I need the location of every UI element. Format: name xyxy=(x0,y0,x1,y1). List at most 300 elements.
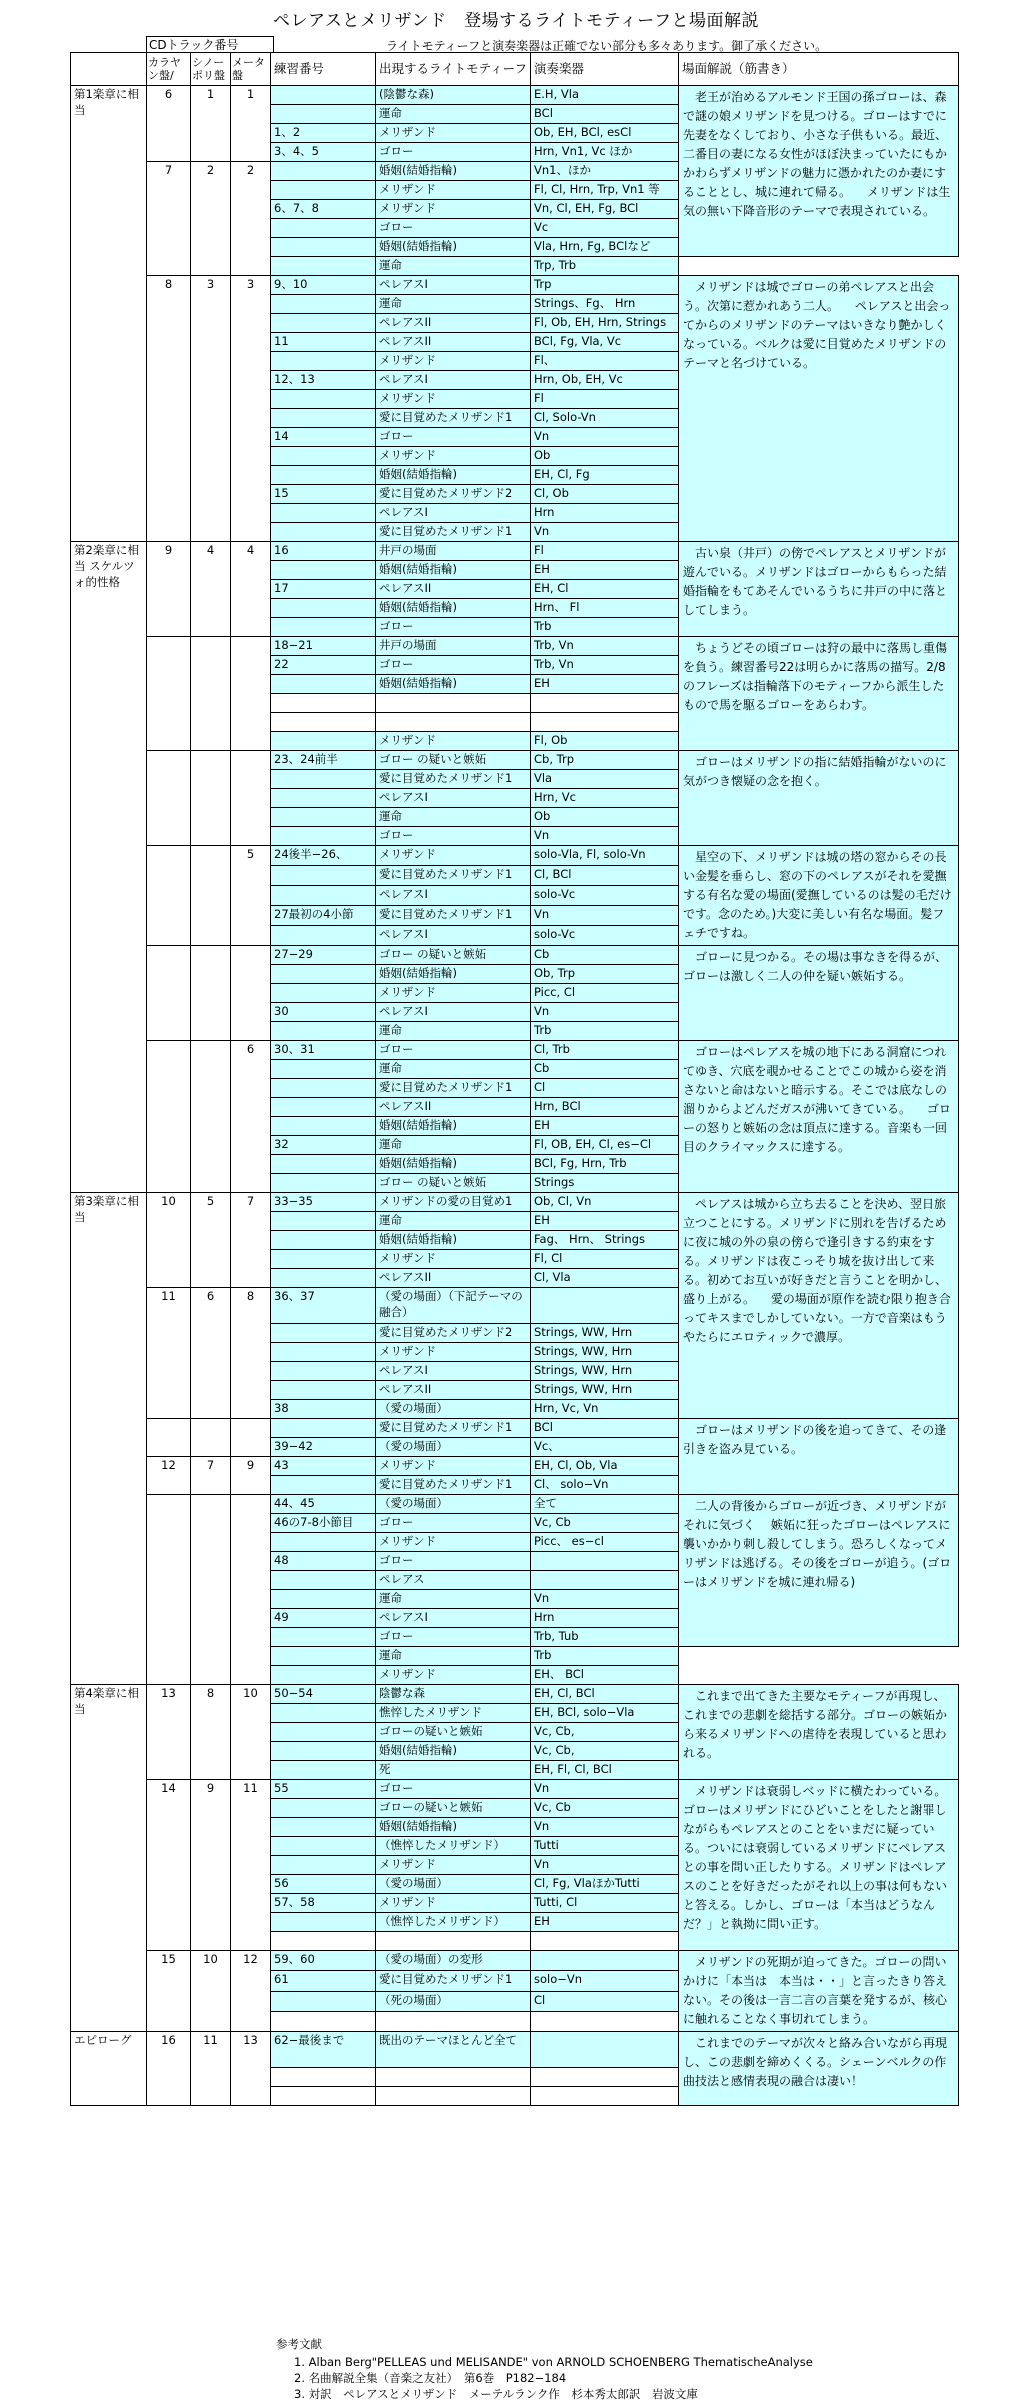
table-row xyxy=(71,1780,959,1799)
instrument-cell: Trp xyxy=(531,276,679,295)
motif-cell: ゴロー xyxy=(376,1552,531,1571)
motif-cell: ゴロー の疑いと嫉妬 xyxy=(376,751,531,770)
instrument-cell: EH xyxy=(531,561,679,580)
scene-description: 星空の下、メリザンドは城の塔の窓からその長い金髪を垂らし、窓の下のペレアスがそれを愛撫する有名な愛の場面(愛撫しているのは髪の毛だけです。念のため。)大変に美しい有名な場面。髪フェチですね。 xyxy=(679,846,959,946)
instrument-cell: Ob xyxy=(531,808,679,827)
sinopoli-track: 10 xyxy=(191,1951,231,2032)
sinopoli-track xyxy=(191,1495,231,1685)
rehearsal-cell: 30、31 xyxy=(271,1041,376,1060)
instrument-cell xyxy=(531,2011,679,2031)
instrument-cell: EH, Fl, Cl, BCl xyxy=(531,1761,679,1780)
mehta-track: 4 xyxy=(231,542,271,637)
rehearsal-cell xyxy=(271,105,376,124)
rehearsal-cell: 11 xyxy=(271,333,376,352)
rehearsal-cell: 61 xyxy=(271,1971,376,1991)
rehearsal-cell xyxy=(271,1079,376,1098)
rehearsal-cell: 36、37 xyxy=(271,1288,376,1324)
sinopoli-track: 3 xyxy=(191,276,231,542)
instrument-cell: Hrn, Vc, Vn xyxy=(531,1400,679,1419)
rehearsal-cell: 9、10 xyxy=(271,276,376,295)
rehearsal-cell xyxy=(271,789,376,808)
instrument-cell: Hrn xyxy=(531,504,679,523)
instrument-cell: Vn xyxy=(531,1856,679,1875)
instrument-cell: Vc, Cb xyxy=(531,1799,679,1818)
table-row xyxy=(71,542,959,561)
rehearsal-cell xyxy=(271,732,376,751)
rehearsal-cell: 14 xyxy=(271,428,376,447)
karajan-track xyxy=(147,846,191,946)
rehearsal-cell xyxy=(271,1476,376,1495)
rehearsal-cell: 33−35 xyxy=(271,1193,376,1212)
rehearsal-cell xyxy=(271,1155,376,1174)
motif-cell: 婚姻(結婚指輪) xyxy=(376,1818,531,1837)
karajan-track xyxy=(147,1041,191,1193)
table-row xyxy=(71,637,959,656)
rehearsal-cell: 22 xyxy=(271,656,376,675)
rehearsal-cell xyxy=(271,2068,376,2087)
motif-cell: メリザンド xyxy=(376,984,531,1003)
instrument-cell: Fl, Ob, EH, Hrn, Strings xyxy=(531,314,679,333)
rehearsal-cell xyxy=(271,984,376,1003)
karajan-track: 8 xyxy=(147,276,191,542)
rehearsal-cell xyxy=(271,257,376,276)
motif-cell: メリザンド xyxy=(376,1250,531,1269)
reference-item: 2. 名曲解説全集（音楽之友社） 第6巻 P182−184 xyxy=(294,2371,567,2385)
scene-description: 老王が治めるアルモンド王国の孫ゴローは、森で謎の娘メリザンドを見つける。ゴローはすでに先妻をなくしており、小さな子供もいる。最近、二番目の妻になる女性がほぼ決まっていたにもかかわらずメリザンドの魅力に憑かれたのか妻にすることとし、城に連れて帰る。 メリザンドは生気の無い下降音形のテーマで表現されている。 xyxy=(679,86,959,257)
instrument-cell: 全て xyxy=(531,1495,679,1514)
scene-description: ゴローはペレアスを城の地下にある洞窟につれてゆき、穴底を覗かせることでこの城から姿を消さないと命はないと暗示する。そこでは底なしの溜りからよどんだガスが沸いてきている。 ゴローの怒りと嫉妬の念は頂点に達する。音楽も一回目のクライマックスに達する。 xyxy=(679,1041,959,1193)
table-row xyxy=(71,2032,959,2068)
instrument-cell: EH, Cl, Fg xyxy=(531,466,679,485)
motif-cell: メリザンド xyxy=(376,1343,531,1362)
motif-cell: メリザンド xyxy=(376,1894,531,1913)
instrument-cell: Cl, Solo-Vn xyxy=(531,409,679,428)
rehearsal-cell: 50−54 xyxy=(271,1685,376,1704)
instrument-cell: Strings, WW, Hrn xyxy=(531,1381,679,1400)
motif-cell: （愛の場面） xyxy=(376,1495,531,1514)
instrument-cell: Vla xyxy=(531,770,679,789)
header-scene: 場面解説（筋書き） xyxy=(679,53,959,86)
motif-cell: 運命 xyxy=(376,295,531,314)
instrument-cell: Vn xyxy=(531,1818,679,1837)
instrument-cell: Trb xyxy=(531,618,679,637)
motif-cell: メリザンド xyxy=(376,732,531,751)
motif-cell xyxy=(376,2011,531,2031)
mehta-track: 3 xyxy=(231,276,271,542)
rehearsal-cell: 39−42 xyxy=(271,1438,376,1457)
instrument-cell: solo-Vc xyxy=(531,926,679,946)
instrument-cell: Vn xyxy=(531,906,679,926)
scene-description: ちょうどその頃ゴローは狩の最中に落馬し重傷を負う。練習番号22は明らかに落馬の描写。2/8のフレーズは指輪落下のモティーフから派生したもので馬を駆るゴローをあらわす。 xyxy=(679,637,959,751)
instrument-cell: Vn1、ほか xyxy=(531,162,679,181)
instrument-cell: Picc, Cl xyxy=(531,984,679,1003)
motif-cell: 愛に目覚めたメリザンド1 xyxy=(376,409,531,428)
instrument-cell: Trb, Vn xyxy=(531,656,679,675)
karajan-track xyxy=(147,1495,191,1685)
motif-cell: 運命 xyxy=(376,1647,531,1666)
instrument-cell: Trb xyxy=(531,1647,679,1666)
instrument-cell: Vc, Cb, xyxy=(531,1723,679,1742)
rehearsal-cell xyxy=(271,926,376,946)
rehearsal-cell xyxy=(271,1799,376,1818)
header-karajan: カラヤン盤/ xyxy=(147,53,191,86)
instrument-cell: Vn xyxy=(531,523,679,542)
rehearsal-cell xyxy=(271,1324,376,1343)
header-row xyxy=(71,53,959,86)
rehearsal-cell xyxy=(271,2087,376,2106)
motif-cell: メリザンド xyxy=(376,447,531,466)
rehearsal-cell xyxy=(271,561,376,580)
sinopoli-track xyxy=(191,1419,231,1457)
rehearsal-cell xyxy=(271,1856,376,1875)
motif-cell: 運命 xyxy=(376,257,531,276)
motif-cell: ゴロー xyxy=(376,827,531,846)
instrument-cell: Cl, Trb xyxy=(531,1041,679,1060)
motif-cell: 婚姻(結婚指輪) xyxy=(376,675,531,694)
rehearsal-cell: 30 xyxy=(271,1003,376,1022)
instrument-cell: EH, Cl, BCl xyxy=(531,1685,679,1704)
motif-cell: 愛に目覚めたメリザンド1 xyxy=(376,1476,531,1495)
rehearsal-cell: 23、24前半 xyxy=(271,751,376,770)
rehearsal-cell: 27最初の4小節 xyxy=(271,906,376,926)
rehearsal-cell: 48 xyxy=(271,1552,376,1571)
motif-cell: ゴロー の疑いと嫉妬 xyxy=(376,1174,531,1193)
sinopoli-track: 11 xyxy=(191,2032,231,2106)
instrument-cell xyxy=(531,1951,679,1971)
motif-cell: 運命 xyxy=(376,1060,531,1079)
rehearsal-cell xyxy=(271,352,376,371)
rehearsal-cell xyxy=(271,314,376,333)
motif-cell: （愛の場面） xyxy=(376,1438,531,1457)
instrument-cell xyxy=(531,2032,679,2068)
rehearsal-cell xyxy=(271,219,376,238)
table-row xyxy=(71,751,959,770)
mehta-track: 7 xyxy=(231,1193,271,1288)
sinopoli-track: 6 xyxy=(191,1288,231,1419)
motif-cell xyxy=(376,2087,531,2106)
motif-cell: ゴロー xyxy=(376,656,531,675)
rehearsal-cell: 43 xyxy=(271,1457,376,1476)
rehearsal-cell xyxy=(271,694,376,713)
motif-cell: メリザンド xyxy=(376,124,531,143)
rehearsal-cell xyxy=(271,181,376,200)
rehearsal-cell xyxy=(271,965,376,984)
motif-cell: メリザンド xyxy=(376,1533,531,1552)
motif-cell: 愛に目覚めたメリザンド2 xyxy=(376,485,531,504)
motif-cell: 憔悴したメリザンド xyxy=(376,1704,531,1723)
instrument-cell: Strings, WW, Hrn xyxy=(531,1362,679,1381)
instrument-cell: EH, Cl, Ob, Vla xyxy=(531,1457,679,1476)
motif-cell: ペレアスII xyxy=(376,333,531,352)
rehearsal-cell xyxy=(271,827,376,846)
instrument-cell xyxy=(531,694,679,713)
rehearsal-cell xyxy=(271,1913,376,1932)
rehearsal-cell: 55 xyxy=(271,1780,376,1799)
rehearsal-cell xyxy=(271,1647,376,1666)
header-sinopoli: シノーポリ盤 xyxy=(191,53,231,86)
rehearsal-cell xyxy=(271,599,376,618)
karajan-track: 14 xyxy=(147,1780,191,1951)
mehta-track: 6 xyxy=(231,1041,271,1193)
table-row xyxy=(71,276,959,295)
header-rehearsal: 練習番号 xyxy=(271,53,376,86)
rehearsal-cell xyxy=(271,1362,376,1381)
header-leitmotif: 出現するライトモティーフ xyxy=(376,53,531,86)
table-row xyxy=(71,946,959,965)
table-row xyxy=(71,1951,959,1971)
motif-cell: 愛に目覚めたメリザンド2 xyxy=(376,1324,531,1343)
instrument-cell xyxy=(531,713,679,732)
rehearsal-cell: 59、60 xyxy=(271,1951,376,1971)
instrument-cell: Fl xyxy=(531,542,679,561)
instrument-cell xyxy=(531,1552,679,1571)
rehearsal-cell xyxy=(271,1932,376,1951)
sinopoli-track xyxy=(191,1041,231,1193)
sinopoli-track: 7 xyxy=(191,1457,231,1495)
rehearsal-cell xyxy=(271,1742,376,1761)
instrument-cell: Cl xyxy=(531,1079,679,1098)
mehta-track xyxy=(231,946,271,1041)
motif-cell: ペレアスI xyxy=(376,926,531,946)
rehearsal-cell xyxy=(271,675,376,694)
instrument-cell: Trb xyxy=(531,1022,679,1041)
rehearsal-cell xyxy=(271,770,376,789)
instrument-cell: solo−Vn xyxy=(531,1971,679,1991)
motif-cell: 婚姻(結婚指輪) xyxy=(376,965,531,984)
rehearsal-cell xyxy=(271,1590,376,1609)
motif-cell: メリザンド xyxy=(376,1856,531,1875)
instrument-cell: Vla, Hrn, Fg, BClなど xyxy=(531,238,679,257)
motif-cell: （死の場面） xyxy=(376,1991,531,2011)
rehearsal-cell: 15 xyxy=(271,485,376,504)
mehta-track xyxy=(231,1495,271,1685)
scene-description: メリザンドは城でゴローの弟ペレアスと出会う。次第に惹かれあう二人。 ペレアスと出会ってからのメリザンドのテーマはいきなり艶かしくなっている。ベルクは愛に目覚めたメリザンドのテーマと名づけている。 xyxy=(679,276,959,542)
motif-cell: 婚姻(結婚指輪) xyxy=(376,466,531,485)
rehearsal-cell xyxy=(271,886,376,906)
rehearsal-cell xyxy=(271,808,376,827)
rehearsal-cell xyxy=(271,1060,376,1079)
motif-cell: メリザンド xyxy=(376,200,531,219)
motif-cell: 井戸の場面 xyxy=(376,542,531,561)
motif-cell: メリザンド xyxy=(376,181,531,200)
motif-cell: ゴロー xyxy=(376,428,531,447)
motif-cell: （愛の場面）の変形 xyxy=(376,1951,531,1971)
scene-description: 古い泉（井戸）の傍でペレアスとメリザンドが遊んでいる。メリザンドはゴローからもらった結婚指輪をもてあそんでいるうちに井戸の中に落としてしまう。 xyxy=(679,542,959,637)
motif-cell: 運命 xyxy=(376,1212,531,1231)
instrument-cell: Tutti, Cl xyxy=(531,1894,679,1913)
motif-cell: ペレアスII xyxy=(376,1381,531,1400)
instrument-cell: Vc xyxy=(531,219,679,238)
mehta-track: 2 xyxy=(231,162,271,276)
instrument-cell: EH xyxy=(531,1212,679,1231)
motif-cell: 婚姻(結婚指輪) xyxy=(376,599,531,618)
references-title: 参考文献 xyxy=(276,2337,322,2351)
motif-cell: ペレアスI xyxy=(376,504,531,523)
instrument-cell: Strings xyxy=(531,1174,679,1193)
sinopoli-track: 2 xyxy=(191,162,231,276)
mehta-track: 11 xyxy=(231,1780,271,1951)
instrument-cell: Vc、 xyxy=(531,1438,679,1457)
reference-item: 1. Alban Berg"PELLEAS und MELISANDE" von ARNOLD SCHOENBERG ThematischeAnalyse xyxy=(294,2355,813,2369)
rehearsal-cell: 16 xyxy=(271,542,376,561)
motif-cell: メリザンド xyxy=(376,390,531,409)
rehearsal-cell xyxy=(271,523,376,542)
motif-cell: 婚姻(結婚指輪) xyxy=(376,162,531,181)
rehearsal-cell: 18−21 xyxy=(271,637,376,656)
instrument-cell: BCl xyxy=(531,105,679,124)
instrument-cell: Fl, Cl, Hrn, Trp, Vn1 等 xyxy=(531,181,679,200)
motif-cell: ペレアスI xyxy=(376,1003,531,1022)
mehta-track: 13 xyxy=(231,2032,271,2106)
motif-cell: ゴロー の疑いと嫉妬 xyxy=(376,946,531,965)
motif-cell: ペレアスII xyxy=(376,580,531,599)
motif-cell: 婚姻(結婚指輪) xyxy=(376,561,531,580)
motif-cell: ペレアスI xyxy=(376,1362,531,1381)
instrument-cell: Cl, Vla xyxy=(531,1269,679,1288)
rehearsal-cell xyxy=(271,1022,376,1041)
rehearsal-cell xyxy=(271,390,376,409)
motif-cell: （愛の場面）（下記テーマの融合） xyxy=(376,1288,531,1324)
instrument-cell: Trb, Tub xyxy=(531,1628,679,1647)
instrument-cell: BCl xyxy=(531,1419,679,1438)
rehearsal-cell: 62−最後まで xyxy=(271,2032,376,2068)
motif-cell: 愛に目覚めたメリザンド1 xyxy=(376,1079,531,1098)
leitmotif-table xyxy=(70,52,959,2106)
movement-cell: 第3楽章に相当 xyxy=(71,1193,147,1685)
motif-cell: 婚姻(結婚指輪) xyxy=(376,1231,531,1250)
rehearsal-cell: 49 xyxy=(271,1609,376,1628)
scene-description: ゴローはメリザンドの指に結婚指輪がないのに気がつき懐疑の念を抱く。 xyxy=(679,751,959,846)
motif-cell: 婚姻(結婚指輪) xyxy=(376,1742,531,1761)
instrument-cell: EH, Cl xyxy=(531,580,679,599)
motif-cell: 死 xyxy=(376,1761,531,1780)
karajan-track xyxy=(147,751,191,846)
rehearsal-cell xyxy=(271,713,376,732)
rehearsal-cell xyxy=(271,1117,376,1136)
table-row xyxy=(71,1419,959,1438)
rehearsal-cell xyxy=(271,1837,376,1856)
motif-cell: ペレアスI xyxy=(376,1609,531,1628)
instrument-cell: Trb, Vn xyxy=(531,637,679,656)
motif-cell: ペレアスI xyxy=(376,371,531,390)
instrument-cell: Vn xyxy=(531,827,679,846)
instrument-cell: Cb, Trp xyxy=(531,751,679,770)
instrument-cell: solo-Vc xyxy=(531,886,679,906)
motif-cell: 愛に目覚めたメリザンド1 xyxy=(376,523,531,542)
rehearsal-cell: 56 xyxy=(271,1875,376,1894)
rehearsal-cell: 44、45 xyxy=(271,1495,376,1514)
instrument-cell: Cl, Ob xyxy=(531,485,679,504)
instrument-cell: Ob, Trp xyxy=(531,965,679,984)
reference-item: 3. 対訳 ペレアスとメリザンド メーテルランク作 杉本秀太郎訳 岩波文庫 xyxy=(294,2387,698,2401)
table-row xyxy=(71,86,959,105)
table-row xyxy=(71,1193,959,1212)
instrument-cell: Cl, BCl xyxy=(531,866,679,886)
motif-cell xyxy=(376,713,531,732)
motif-cell: 運命 xyxy=(376,1136,531,1155)
karajan-track: 16 xyxy=(147,2032,191,2106)
rehearsal-cell xyxy=(271,86,376,105)
movement-cell: 第4楽章に相当 xyxy=(71,1685,147,2032)
motif-cell: (陰鬱な森) xyxy=(376,86,531,105)
rehearsal-cell: 57、58 xyxy=(271,1894,376,1913)
rehearsal-cell xyxy=(271,1571,376,1590)
instrument-cell: Hrn, Vc xyxy=(531,789,679,808)
rehearsal-cell xyxy=(271,1761,376,1780)
cd-track-header: CDトラック番号 xyxy=(146,36,274,53)
rehearsal-cell xyxy=(271,1533,376,1552)
motif-cell: 運命 xyxy=(376,808,531,827)
rehearsal-cell xyxy=(271,1704,376,1723)
instrument-cell: BCl, Fg, Hrn, Trb xyxy=(531,1155,679,1174)
rehearsal-cell: 6、7、8 xyxy=(271,200,376,219)
instrument-cell: Vn xyxy=(531,428,679,447)
motif-cell: ペレアスII xyxy=(376,1098,531,1117)
motif-cell: 婚姻(結婚指輪) xyxy=(376,1155,531,1174)
rehearsal-cell xyxy=(271,1419,376,1438)
motif-cell: 愛に目覚めたメリザンド1 xyxy=(376,1419,531,1438)
instrument-cell: Hrn, BCl xyxy=(531,1098,679,1117)
instrument-cell: Cl xyxy=(531,1991,679,2011)
instrument-cell xyxy=(531,1932,679,1951)
karajan-track: 15 xyxy=(147,1951,191,2032)
instrument-cell: E.H, Vla xyxy=(531,86,679,105)
instrument-cell: Hrn xyxy=(531,1609,679,1628)
motif-cell: ゴロー xyxy=(376,1780,531,1799)
scene-description: ペレアスは城から立ち去ることを決め、翌日旅立つことにする。メリザンドに別れを告げるために夜に城の外の泉の傍らで逢引きする約束をする。メリザンドは夜こっそり城を抜け出して来る。初めてお互いが好きだと言うことを明かし、盛り上がる。 愛の場面が原作を読む限り抱き合ってキスまでしかしていない。一方で音楽はもうやたらにエロティックで濃厚。 xyxy=(679,1193,959,1419)
instrument-cell: Fl, Ob xyxy=(531,732,679,751)
instrument-cell: Fl, OB, EH, Cl, es−Cl xyxy=(531,1136,679,1155)
instrument-cell: Cl、 solo−Vn xyxy=(531,1476,679,1495)
rehearsal-cell xyxy=(271,409,376,428)
motif-cell: （愛の場面） xyxy=(376,1875,531,1894)
scene-description: ゴローはメリザンドの後を追ってきて、その逢引きを盗み見ている。 xyxy=(679,1419,959,1495)
rehearsal-cell xyxy=(271,1723,376,1742)
motif-cell: ペレアスI xyxy=(376,276,531,295)
instrument-cell: EH xyxy=(531,1913,679,1932)
references xyxy=(276,2336,813,2402)
rehearsal-cell xyxy=(271,295,376,314)
motif-cell: ゴロー xyxy=(376,1514,531,1533)
karajan-track xyxy=(147,946,191,1041)
instrument-cell: Vn xyxy=(531,1003,679,1022)
instrument-cell: EH, BCl, solo−Vla xyxy=(531,1704,679,1723)
motif-cell: ゴロー xyxy=(376,618,531,637)
header-mehta: メータ盤 xyxy=(231,53,271,86)
scene-description: ゴローに見つかる。その場は事なきを得るが、ゴローは激しく二人の仲を疑い嫉妬する。 xyxy=(679,946,959,1041)
motif-cell: ゴロー xyxy=(376,1628,531,1647)
karajan-track: 10 xyxy=(147,1193,191,1288)
motif-cell: メリザンド xyxy=(376,352,531,371)
table-row xyxy=(71,1041,959,1060)
rehearsal-cell xyxy=(271,466,376,485)
rehearsal-cell: 3、4、5 xyxy=(271,143,376,162)
rehearsal-cell: 12、13 xyxy=(271,371,376,390)
instrument-cell: EH xyxy=(531,1117,679,1136)
rehearsal-cell: 1、2 xyxy=(271,124,376,143)
instrument-cell: Hrn, Ob, EH, Vc xyxy=(531,371,679,390)
mehta-track: 8 xyxy=(231,1288,271,1419)
karajan-track: 9 xyxy=(147,542,191,637)
karajan-track: 13 xyxy=(147,1685,191,1780)
motif-cell: ゴロー xyxy=(376,219,531,238)
motif-cell: 愛に目覚めたメリザンド1 xyxy=(376,906,531,926)
table-row xyxy=(71,1495,959,1514)
rehearsal-cell xyxy=(271,1174,376,1193)
rehearsal-cell: 32 xyxy=(271,1136,376,1155)
motif-cell: ゴロー xyxy=(376,143,531,162)
mehta-track: 10 xyxy=(231,1685,271,1780)
